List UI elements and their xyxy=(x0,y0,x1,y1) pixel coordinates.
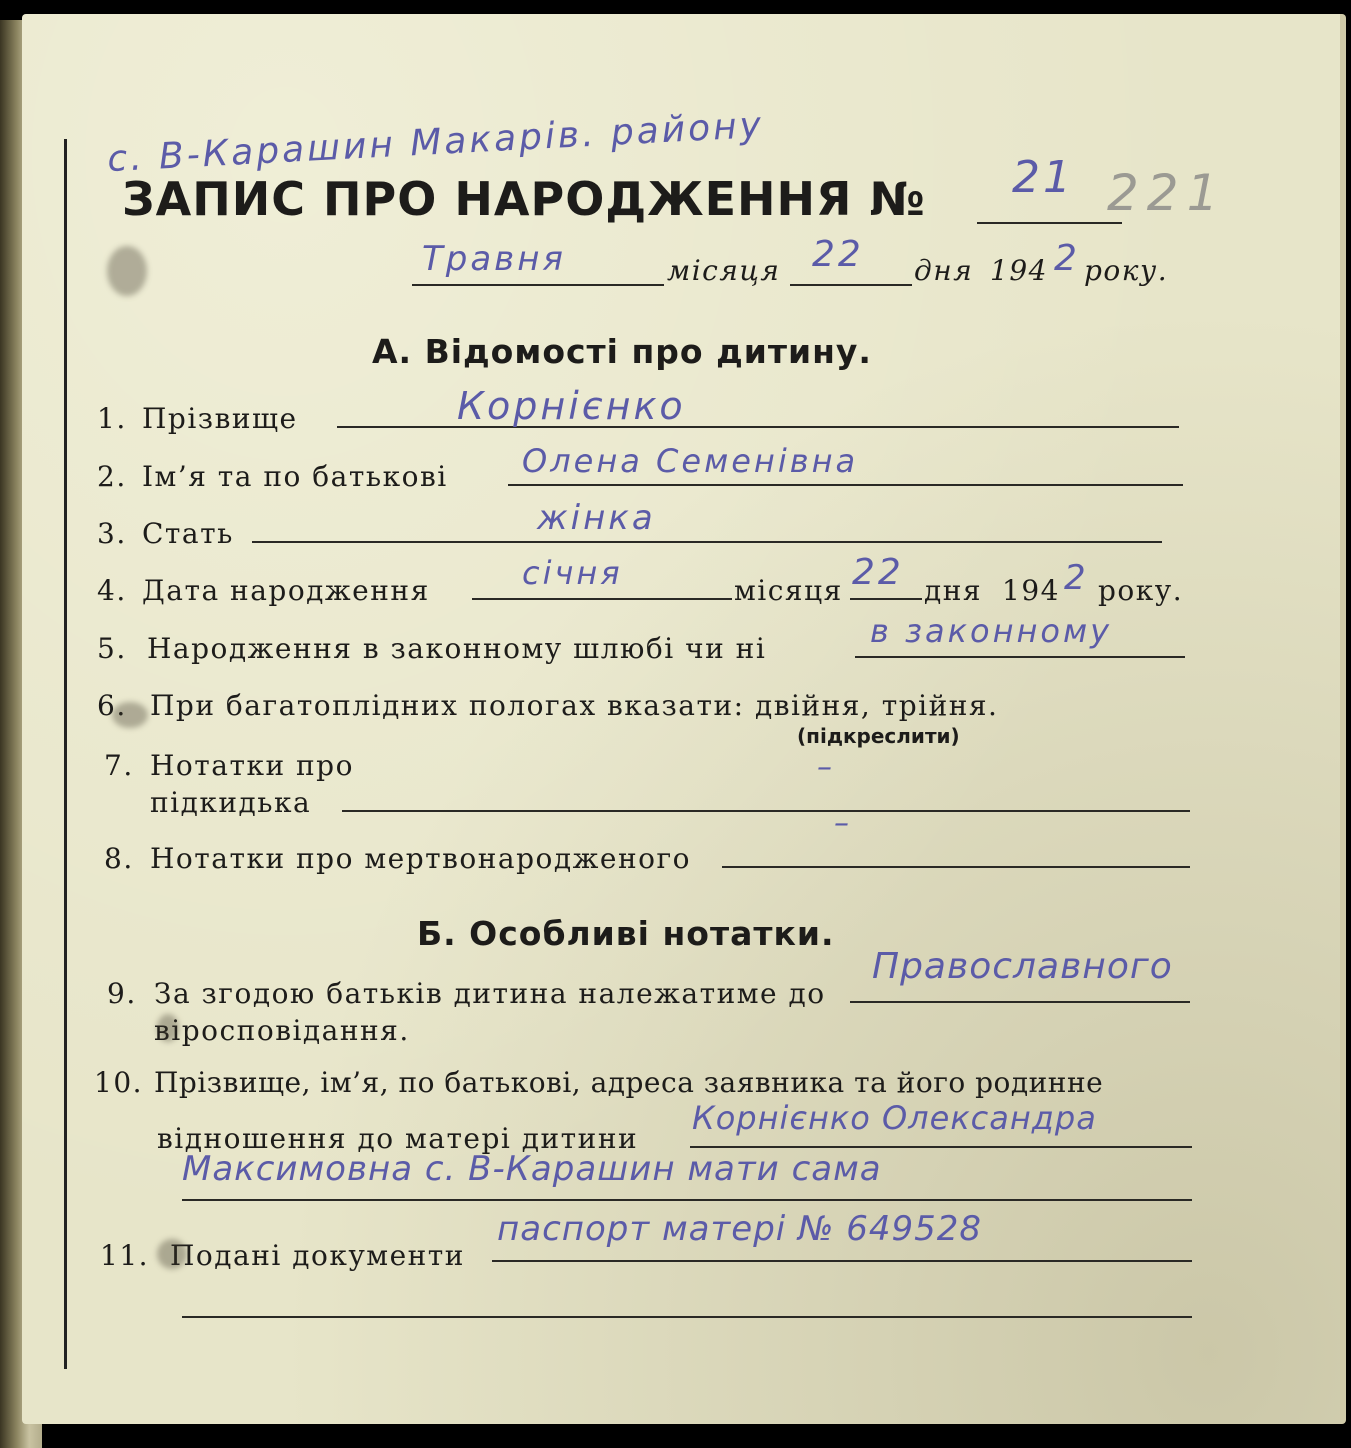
field-5-label: Народження в законному шлюбі чи ні xyxy=(147,632,767,665)
birth-year-prefix: 194 xyxy=(1002,574,1060,607)
field-10-label-line1: Прізвище, ім’я, по батькові, адреса заявника та його родинне xyxy=(154,1066,1104,1099)
field-1-label: Прізвище xyxy=(142,402,298,435)
field-5-line xyxy=(855,656,1185,658)
birth-month-label: місяця xyxy=(734,574,843,607)
field-3-line xyxy=(252,541,1162,543)
reg-year-prefix: 194 xyxy=(990,254,1048,287)
field-10-label-line2: відношення до матері дитини xyxy=(157,1122,639,1155)
field-8-number: 8. xyxy=(104,842,134,875)
field-11-line-1 xyxy=(492,1260,1192,1262)
birth-year-digit: 2 xyxy=(1064,558,1089,598)
applicant-value-line2: Максимовна с. В-Карашин мати сама xyxy=(182,1149,882,1189)
field-9-label-line2: віросповідання. xyxy=(154,1014,410,1047)
field-4-label: Дата народження xyxy=(142,574,430,607)
field-10-line-2 xyxy=(182,1199,1192,1201)
birth-month-line xyxy=(472,598,732,600)
ink-smudge xyxy=(157,1014,179,1042)
number-line xyxy=(977,222,1122,224)
birth-day-line xyxy=(850,598,922,600)
field-6-number: 6. xyxy=(97,689,127,722)
surname-value: Корнієнко xyxy=(457,384,686,428)
field-6-label: При багатоплідних пологах вказати: двійня, трійня. xyxy=(150,689,999,722)
field-11-label: Подані документи xyxy=(170,1239,465,1272)
document-page xyxy=(22,14,1346,1424)
reg-year-suffix: року. xyxy=(1084,254,1169,287)
birth-day-value: 22 xyxy=(852,552,904,593)
field-5-number: 5. xyxy=(97,632,127,665)
reg-day-line xyxy=(790,284,912,286)
name-patronymic-value: Олена Семенівна xyxy=(522,442,859,480)
field-11-line-2 xyxy=(182,1316,1192,1318)
record-number: 21 xyxy=(1012,152,1074,203)
ink-smudge xyxy=(112,702,148,728)
field-8-label: Нотатки про мертвонародженого xyxy=(150,842,691,875)
field-7-line xyxy=(342,810,1190,812)
ink-smudge xyxy=(157,1239,187,1269)
field-4-number: 4. xyxy=(97,574,127,607)
sex-value: жінка xyxy=(537,498,656,538)
field-10-line-1 xyxy=(690,1146,1192,1148)
reg-month-label: місяця xyxy=(667,254,781,287)
margin-line xyxy=(64,139,67,1369)
field-2-line xyxy=(508,484,1183,486)
field-9-number: 9. xyxy=(107,977,137,1010)
field-2-label: Ім’я та по батькові xyxy=(142,460,448,493)
field-10-number: 10. xyxy=(94,1066,144,1099)
field-6-note: (підкреслити) xyxy=(797,724,960,748)
registration-day: 22 xyxy=(812,234,864,275)
reg-day-label: дня xyxy=(914,254,974,287)
field-9-label-line1: За згодою батьків дитина належатиме до xyxy=(154,977,826,1010)
field-11-number: 11. xyxy=(100,1239,150,1272)
birth-day-label: дня xyxy=(924,574,983,607)
foundling-value: – xyxy=(817,750,835,785)
field-3-label: Стать xyxy=(142,517,234,550)
field-7-label-line1: Нотатки про xyxy=(150,749,354,782)
section-b-heading: Б. Особливі нотатки. xyxy=(417,914,835,953)
field-7-label-line2: підкидька xyxy=(150,786,312,819)
field-8-line xyxy=(722,866,1190,868)
field-1-number: 1. xyxy=(97,402,127,435)
field-9-line xyxy=(850,1001,1190,1003)
marriage-value: в законному xyxy=(870,612,1113,650)
religion-value: Православного xyxy=(872,946,1173,987)
documents-value: паспорт матері № 649528 xyxy=(497,1209,982,1249)
birth-month-value: січня xyxy=(522,554,623,592)
registration-month: Травня xyxy=(422,239,566,279)
document-title: ЗАПИС ПРО НАРОДЖЕННЯ № xyxy=(122,172,926,226)
applicant-value-line1: Корнієнко Олександра xyxy=(692,1099,1097,1137)
ink-smudge xyxy=(107,246,147,296)
field-7-number: 7. xyxy=(104,749,134,782)
village-handwriting: с. В-Карашин Макарів. району xyxy=(106,104,765,181)
registration-year-digit: 2 xyxy=(1054,238,1080,279)
stillborn-value: – xyxy=(834,806,852,841)
record-number-pencil: 221 xyxy=(1107,164,1227,222)
section-a-heading: А. Відомості про дитину. xyxy=(372,332,872,371)
field-3-number: 3. xyxy=(97,517,127,550)
field-2-number: 2. xyxy=(97,460,127,493)
reg-month-line xyxy=(412,284,664,286)
birth-year-suffix: року. xyxy=(1098,574,1184,607)
